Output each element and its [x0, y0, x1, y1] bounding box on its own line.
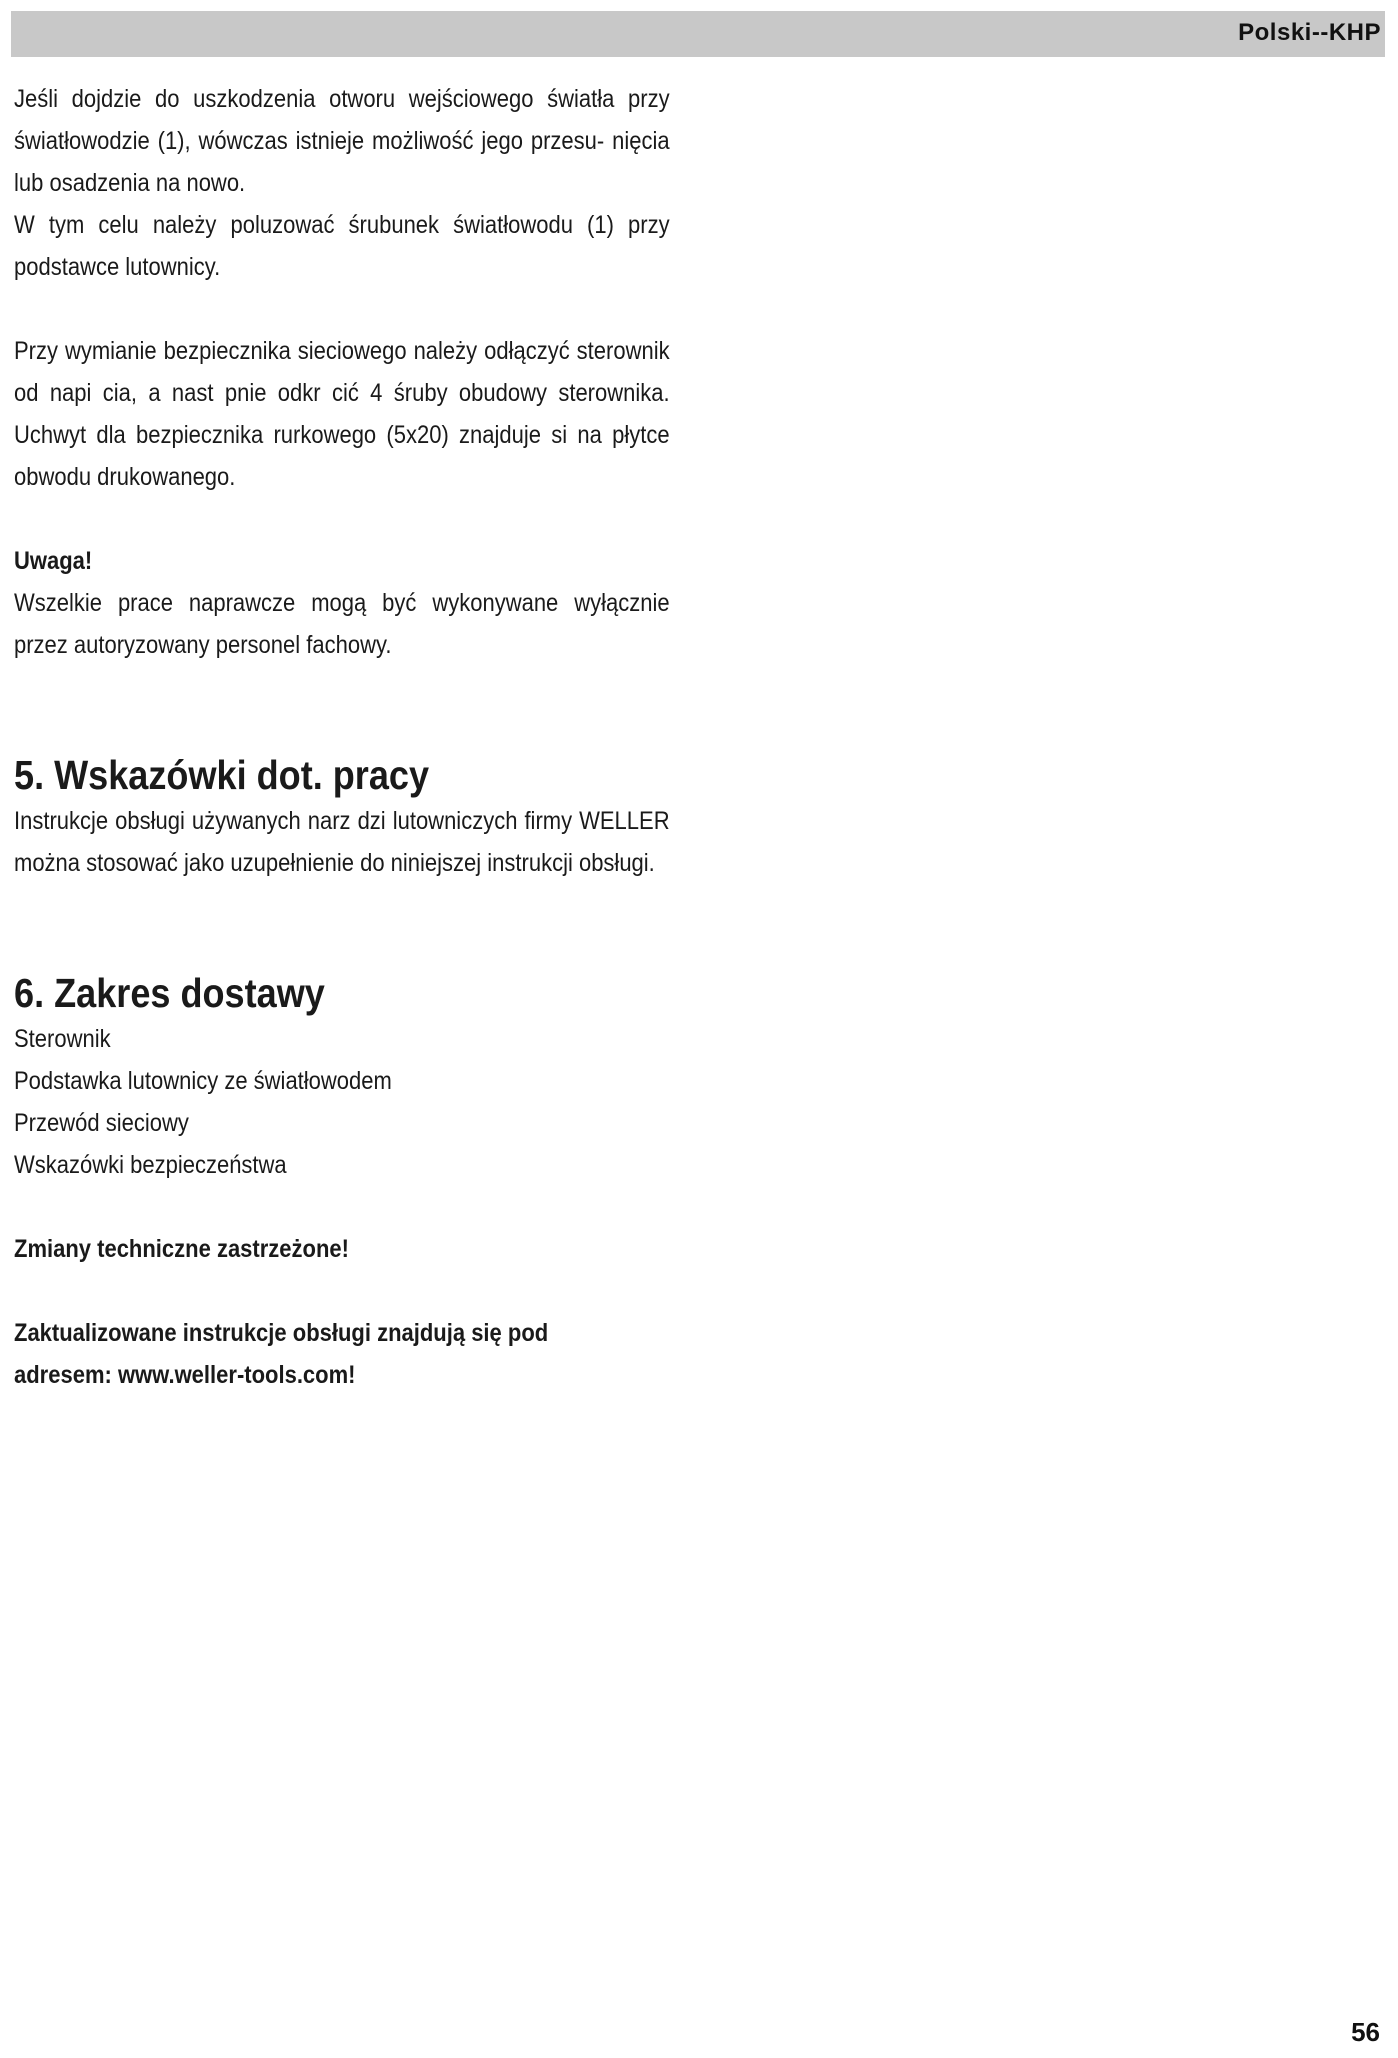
delivery-item: Podstawka lutownicy ze światłowodem: [14, 1067, 392, 1095]
page-content: [14, 78, 670, 1396]
updated-instructions-line-1: Zaktualizowane instrukcje obsługi znajdują się pod: [14, 1319, 549, 1347]
paragraph-fiber-damage: Jeśli dojdzie do uszkodzenia otworu wejściowego światła przy światłowodzie (1), wówczas istnieje możliwość jego przesu- nięcia lub osadzenia na nowo.: [14, 85, 670, 197]
page-number: 56: [1351, 2017, 1380, 2047]
spacer: [14, 498, 670, 540]
paragraph-loosen-fitting: W tym celu należy poluzować śrubunek światłowodu (1) przy podstawce lutownicy.: [14, 211, 670, 281]
spacer: [14, 288, 670, 330]
warning-text: Wszelkie prace naprawcze mogą być wykonywane wyłącznie przez autoryzowany personel fachowy.: [14, 589, 670, 659]
warning-title: Uwaga!: [14, 547, 93, 575]
header-bar: [11, 11, 1385, 57]
spacer: [14, 666, 670, 750]
delivery-item: Przewód sieciowy: [14, 1109, 189, 1137]
delivery-item: Wskazówki bezpieczeństwa: [14, 1151, 287, 1179]
paragraph-fuse-replacement: Przy wymianie bezpiecznika sieciowego należy odłączyć sterownik od napi cia, a nast pnie odkr cić 4 śruby obudowy sterownika. Uchwyt dla bezpiecznika rurkowego (5x20) znajduje si na płytce obwodu drukowanego.: [14, 337, 670, 491]
section-5-title: 5. Wskazówki dot. pracy: [14, 752, 430, 798]
spacer: [14, 1270, 670, 1312]
section-5-text: Instrukcje obsługi używanych narz dzi lutowniczych firmy WELLER można stosować jako uzupełnienie do niniejszej instrukcji obsługi.: [14, 807, 670, 877]
updated-instructions-line-2: adresem: www.weller-tools.com!: [14, 1361, 356, 1389]
technical-changes-note: Zmiany techniczne zastrzeżone!: [14, 1235, 349, 1263]
spacer: [14, 884, 670, 968]
delivery-list: [14, 1018, 670, 1186]
section-6-title: 6. Zakres dostawy: [14, 970, 325, 1016]
spacer: [14, 1186, 670, 1228]
language-label: Polski--KHP: [1238, 19, 1381, 46]
delivery-item: Sterownik: [14, 1025, 111, 1053]
